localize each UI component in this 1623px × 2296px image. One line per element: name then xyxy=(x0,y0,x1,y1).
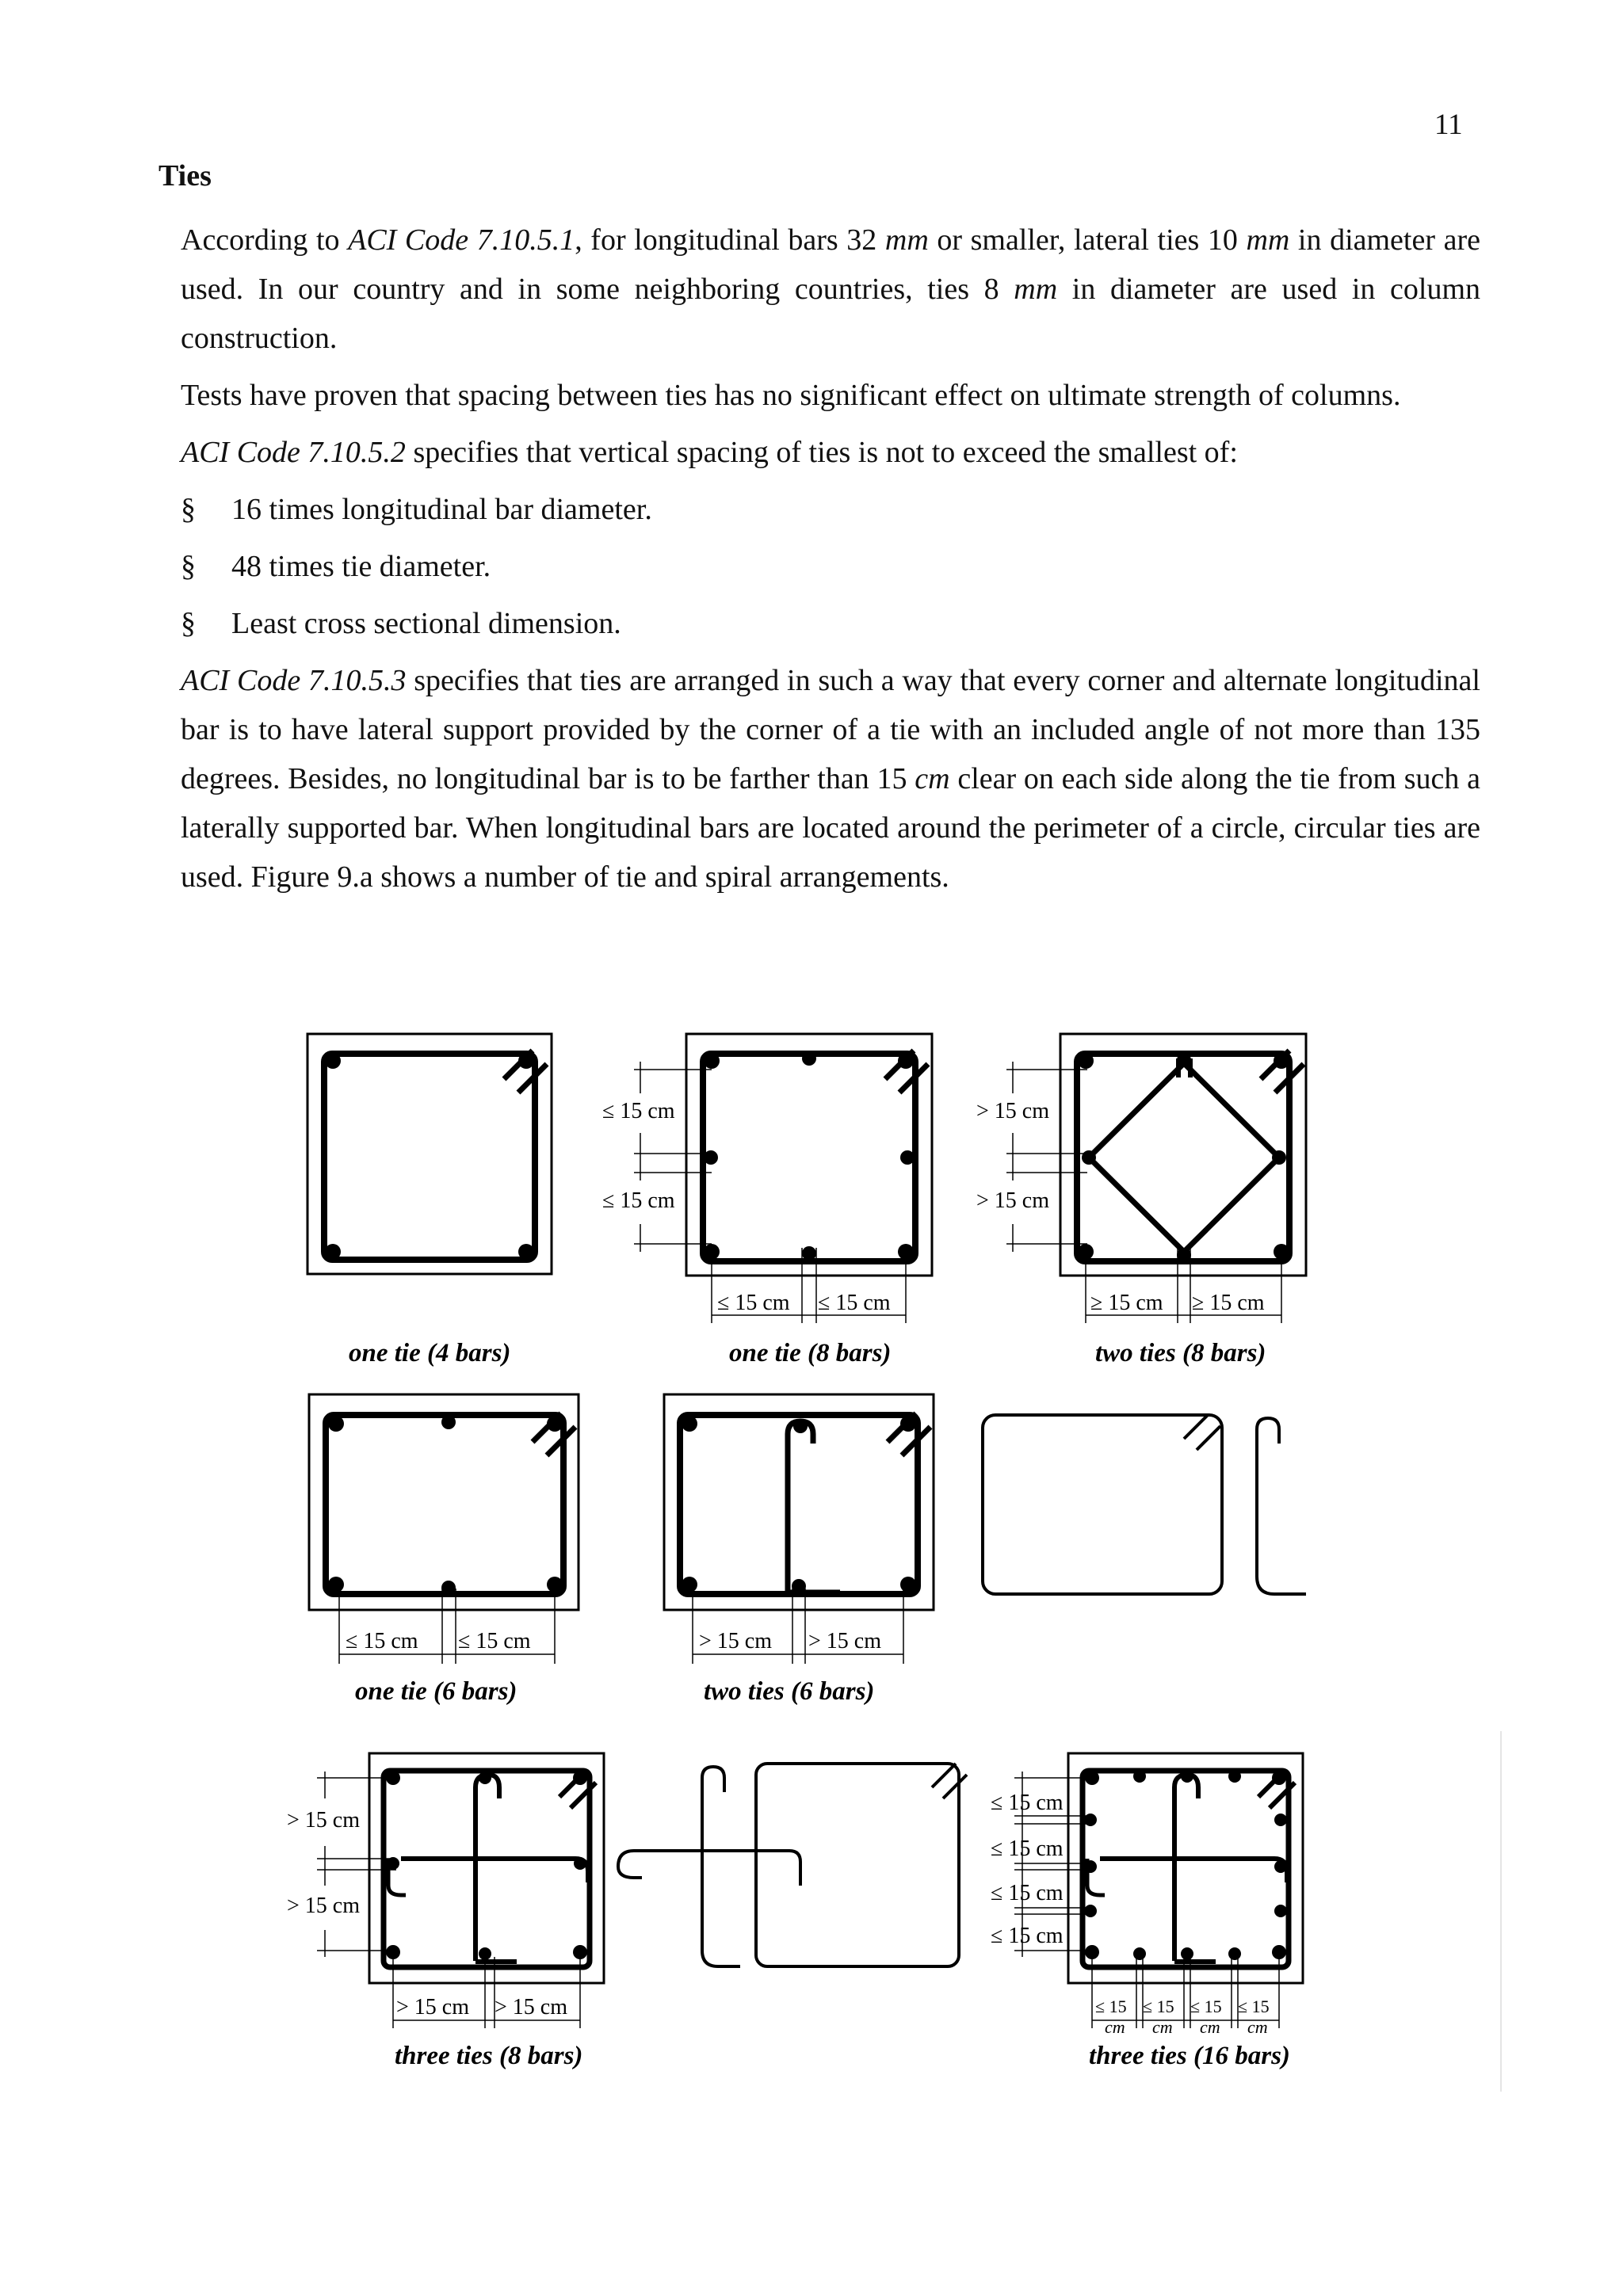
svg-text:cm: cm xyxy=(1105,2017,1125,2037)
caption-one-tie-8-bars: one tie (8 bars) xyxy=(729,1339,892,1367)
svg-text:> 15 cm: > 15 cm xyxy=(396,1995,469,2019)
svg-text:≤ 15: ≤ 15 xyxy=(1143,1997,1174,2016)
caption-two-ties-8-bars: two ties (8 bars) xyxy=(1095,1339,1266,1367)
dim-labels-three-ties-8 xyxy=(287,1808,567,2019)
bullet-symbol: § xyxy=(181,607,196,640)
svg-text:> 15 cm: > 15 cm xyxy=(699,1629,772,1653)
svg-text:≤ 15: ≤ 15 xyxy=(1238,1997,1270,2016)
section-tie-shapes xyxy=(983,1415,1306,1594)
svg-text:≤ 15 cm: ≤ 15 cm xyxy=(717,1291,790,1315)
caption-one-tie-6-bars: one tie (6 bars) xyxy=(355,1677,517,1706)
svg-text:≤ 15 cm: ≤ 15 cm xyxy=(991,1836,1064,1861)
dim-labels-one-tie-8 xyxy=(602,1099,891,1315)
svg-text:≤ 15 cm: ≤ 15 cm xyxy=(991,1881,1064,1905)
svg-text:≤ 15: ≤ 15 xyxy=(1190,1997,1222,2016)
dim-labels-one-tie-6 xyxy=(346,1629,531,1653)
paragraph-aci-7-10-5-1: According to ACI Code 7.10.5.1, for longitudinal bars 32 mm or smaller, lateral ties 10 mm in diameter are used. In our country and in some neighboring countries, ties 8 mm in diameter are used in column construction. xyxy=(181,223,1480,355)
svg-text:≤ 15 cm: ≤ 15 cm xyxy=(991,1791,1064,1815)
bullet-item: § 16 times longitudinal bar diameter. xyxy=(181,485,1480,534)
section-one-tie-6-bars xyxy=(309,1394,579,1664)
bullet-symbol: § xyxy=(181,550,196,583)
svg-text:> 15 cm: > 15 cm xyxy=(287,1894,360,1918)
svg-text:> 15 cm: > 15 cm xyxy=(976,1099,1049,1123)
svg-text:cm: cm xyxy=(1247,2017,1268,2037)
page-number: 11 xyxy=(1434,109,1463,141)
dim-labels-two-ties-6 xyxy=(699,1629,881,1653)
bullet-symbol: § xyxy=(181,493,196,526)
section-three-ties-8-bars xyxy=(317,1753,604,2028)
bars-three-ties-16 xyxy=(1084,1770,1287,1960)
bars-one-tie-6 xyxy=(328,1415,563,1595)
paragraph-tests: Tests have proven that spacing between ties has no significant effect on ultimate strength of columns. xyxy=(181,379,1401,412)
bullet-item: § Least cross sectional dimension. xyxy=(181,599,1480,648)
section-heading: Ties xyxy=(158,159,212,193)
svg-text:≥ 15 cm: ≥ 15 cm xyxy=(1192,1291,1265,1315)
svg-text:≤ 15 cm: ≤ 15 cm xyxy=(991,1924,1064,1948)
svg-text:> 15 cm: > 15 cm xyxy=(808,1629,881,1653)
svg-text:≤ 15: ≤ 15 xyxy=(1095,1997,1127,2016)
svg-text:≤ 15 cm: ≤ 15 cm xyxy=(818,1291,891,1315)
svg-text:≤ 15 cm: ≤ 15 cm xyxy=(458,1629,531,1653)
bullet-item: § 48 times tie diameter. xyxy=(181,542,1480,591)
bars-three-ties-8 xyxy=(386,1771,587,1960)
svg-text:≥ 15 cm: ≥ 15 cm xyxy=(1090,1291,1163,1315)
paragraph-aci-7-10-5-2: ACI Code 7.10.5.2 specifies that vertical spacing of ties is not to exceed the smallest of: xyxy=(181,436,1238,469)
caption-one-tie-4-bars: one tie (4 bars) xyxy=(349,1339,511,1367)
caption-two-ties-6-bars: two ties (6 bars) xyxy=(704,1677,875,1706)
bars-two-ties-8 xyxy=(1078,1053,1289,1262)
svg-text:> 15 cm: > 15 cm xyxy=(976,1188,1049,1213)
section-one-tie-4-bars xyxy=(307,1034,552,1274)
bars-one-tie-4 xyxy=(325,1053,534,1260)
dim-labels-two-ties-8 xyxy=(976,1099,1265,1315)
svg-text:> 15 cm: > 15 cm xyxy=(287,1808,360,1833)
svg-text:≤ 15 cm: ≤ 15 cm xyxy=(602,1099,675,1123)
caption-three-ties-16-bars: three ties (16 bars) xyxy=(1089,2042,1290,2070)
bars-two-ties-6 xyxy=(682,1416,916,1593)
svg-text:≤ 15 cm: ≤ 15 cm xyxy=(602,1188,675,1213)
section-one-tie-8-bars xyxy=(634,1034,932,1323)
caption-three-ties-8-bars: three ties (8 bars) xyxy=(395,2042,583,2070)
section-two-ties-8-bars xyxy=(1006,1034,1306,1323)
svg-text:cm: cm xyxy=(1152,2017,1173,2037)
svg-text:> 15 cm: > 15 cm xyxy=(495,1995,567,2019)
svg-text:cm: cm xyxy=(1200,2017,1220,2037)
section-two-ties-6-bars xyxy=(664,1394,934,1664)
paragraph-aci-7-10-5-3: ACI Code 7.10.5.3 specifies that ties are arranged in such a way that every corner and alternate longitudinal bar is to have lateral support provided by the corner of a tie with an included angle of not more than 135 degrees. Besides, no longitudinal bar is to be farther than 15 cm clear on each side along the tie from such a laterally supported bar. When longitudinal bars are located around the perimeter of a circle, circular ties are used. Figure 9.a shows a number of tie and spiral arrangements. xyxy=(181,664,1481,894)
section-three-tie-shapes xyxy=(618,1764,967,1966)
svg-text:≤ 15 cm: ≤ 15 cm xyxy=(346,1629,418,1653)
bars-one-tie-8 xyxy=(704,1051,915,1261)
